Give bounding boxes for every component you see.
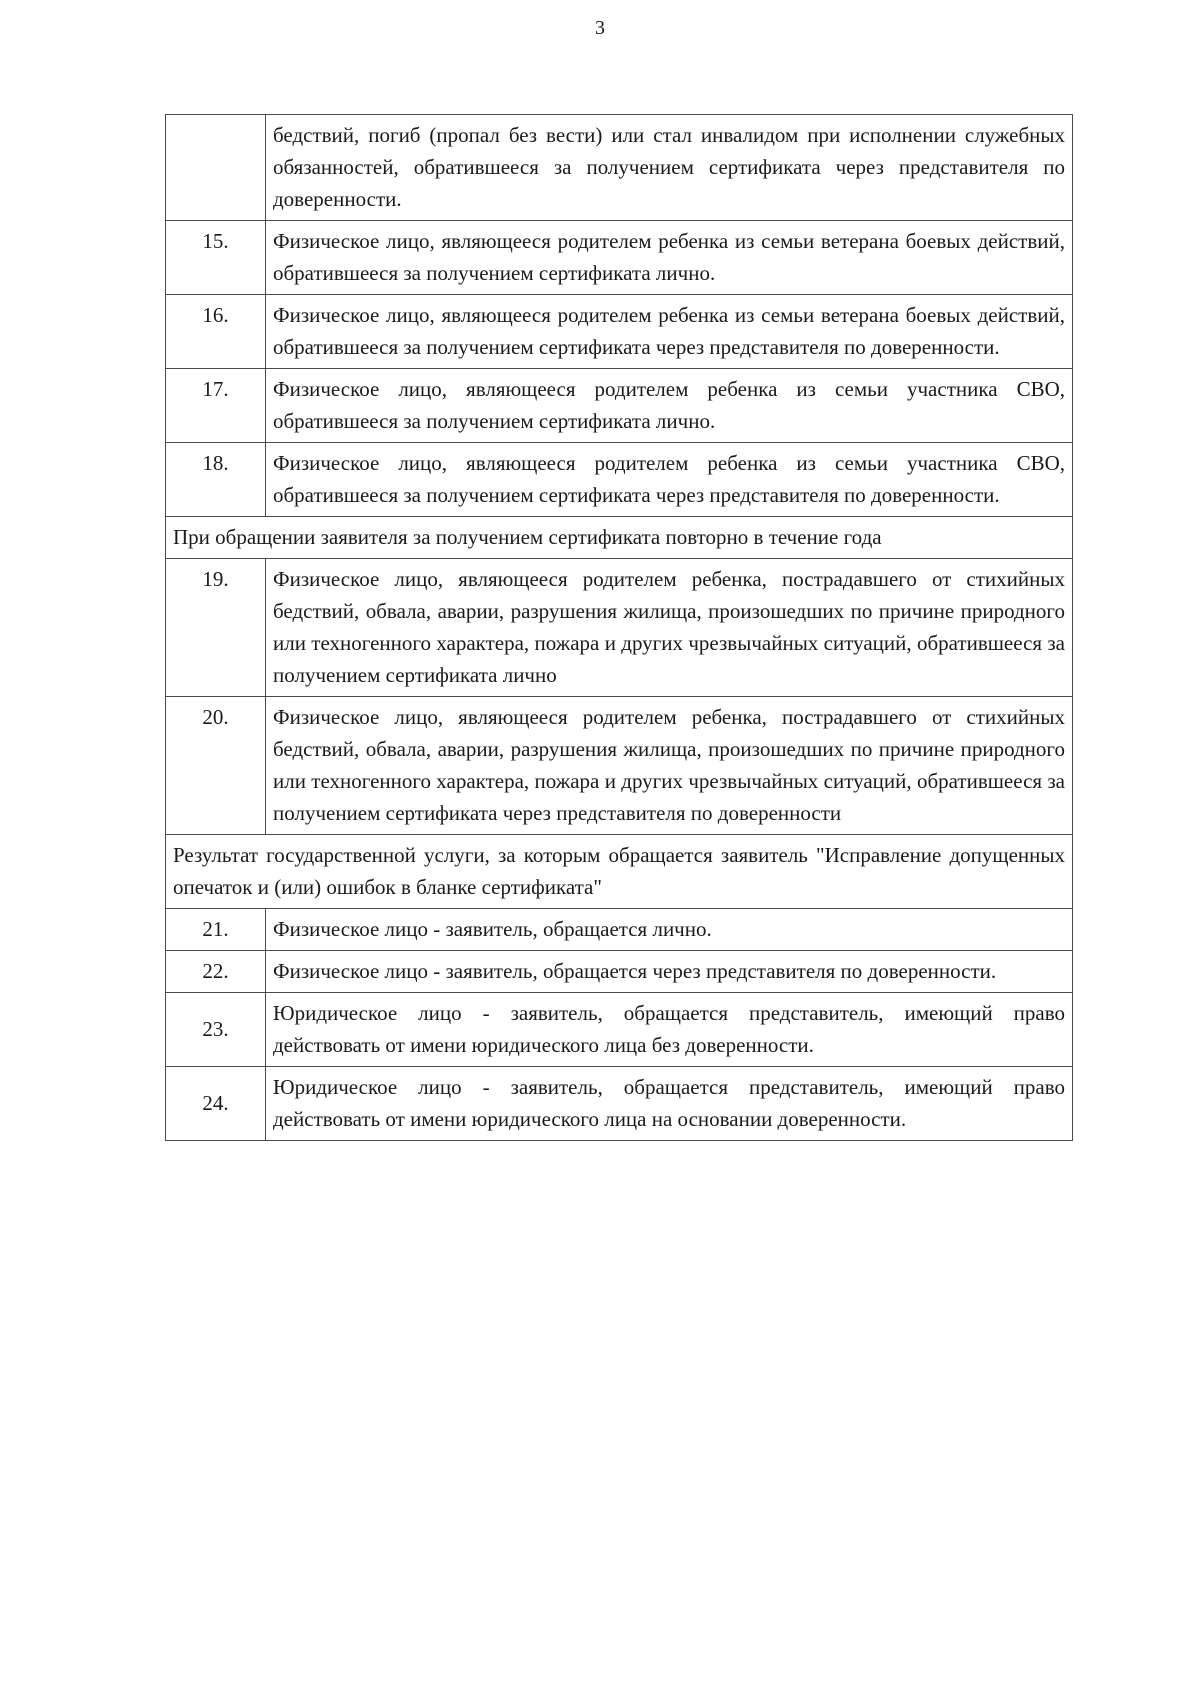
table-row [166, 369, 1073, 443]
row-description: Физическое лицо - заявитель, обращается через представителя по доверенности. [266, 951, 1073, 993]
row-description: Физическое лицо, являющееся родителем ребенка из семьи участника СВО, обратившееся за получением сертификата лично. [266, 369, 1073, 443]
table-row [166, 221, 1073, 295]
row-number: 21. [166, 909, 266, 951]
row-description: бедствий, погиб (пропал без вести) или стал инвалидом при исполнении служебных обязанностей, обратившееся за получением сертификата через представителя по доверенности. [266, 115, 1073, 221]
row-number: 24. [166, 1067, 266, 1141]
row-description: Физическое лицо - заявитель, обращается лично. [266, 909, 1073, 951]
table-row [166, 115, 1073, 221]
row-description: Физическое лицо, являющееся родителем ребенка из семьи ветерана боевых действий, обратившееся за получением сертификата лично. [266, 221, 1073, 295]
row-number: 17. [166, 369, 266, 443]
row-number: 23. [166, 993, 266, 1067]
row-description: Физическое лицо, являющееся родителем ребенка из семьи ветерана боевых действий, обратившееся за получением сертификата через представителя по доверенности. [266, 295, 1073, 369]
table-row [166, 909, 1073, 951]
section-heading: Результат государственной услуги, за которым обращается заявитель "Исправление допущенных опечаток и (или) ошибок в бланке сертификата" [166, 835, 1073, 909]
row-number: 18. [166, 443, 266, 517]
section-row [166, 517, 1073, 559]
applicant-variants-table [165, 114, 1073, 1141]
row-number: 15. [166, 221, 266, 295]
table-row [166, 443, 1073, 517]
table-row [166, 697, 1073, 835]
section-row [166, 835, 1073, 909]
row-description: Физическое лицо, являющееся родителем ребенка из семьи участника СВО, обратившееся за получением сертификата через представителя по доверенности. [266, 443, 1073, 517]
row-number: 19. [166, 559, 266, 697]
row-description: Физическое лицо, являющееся родителем ребенка, пострадавшего от стихийных бедствий, обвала, аварии, разрушения жилища, произошедших по причине природного или техногенного характера, пожара и других чрезвычайных ситуаций, обратившееся за получением сертификата через представителя по доверенности [266, 697, 1073, 835]
row-number [166, 115, 266, 221]
row-description: Юридическое лицо - заявитель, обращается представитель, имеющий право действовать от имени юридического лица на основании доверенности. [266, 1067, 1073, 1141]
row-number: 20. [166, 697, 266, 835]
table-row [166, 295, 1073, 369]
table-row [166, 1067, 1073, 1141]
row-description: Физическое лицо, являющееся родителем ребенка, пострадавшего от стихийных бедствий, обвала, аварии, разрушения жилища, произошедших по причине природного или техногенного характера, пожара и других чрезвычайных ситуаций, обратившееся за получением сертификата лично [266, 559, 1073, 697]
row-number: 22. [166, 951, 266, 993]
row-description: Юридическое лицо - заявитель, обращается представитель, имеющий право действовать от имени юридического лица без доверенности. [266, 993, 1073, 1067]
section-heading: При обращении заявителя за получением сертификата повторно в течение года [166, 517, 1073, 559]
table-row [166, 559, 1073, 697]
table-row [166, 993, 1073, 1067]
table-row [166, 951, 1073, 993]
page-number: 3 [595, 17, 605, 39]
row-number: 16. [166, 295, 266, 369]
